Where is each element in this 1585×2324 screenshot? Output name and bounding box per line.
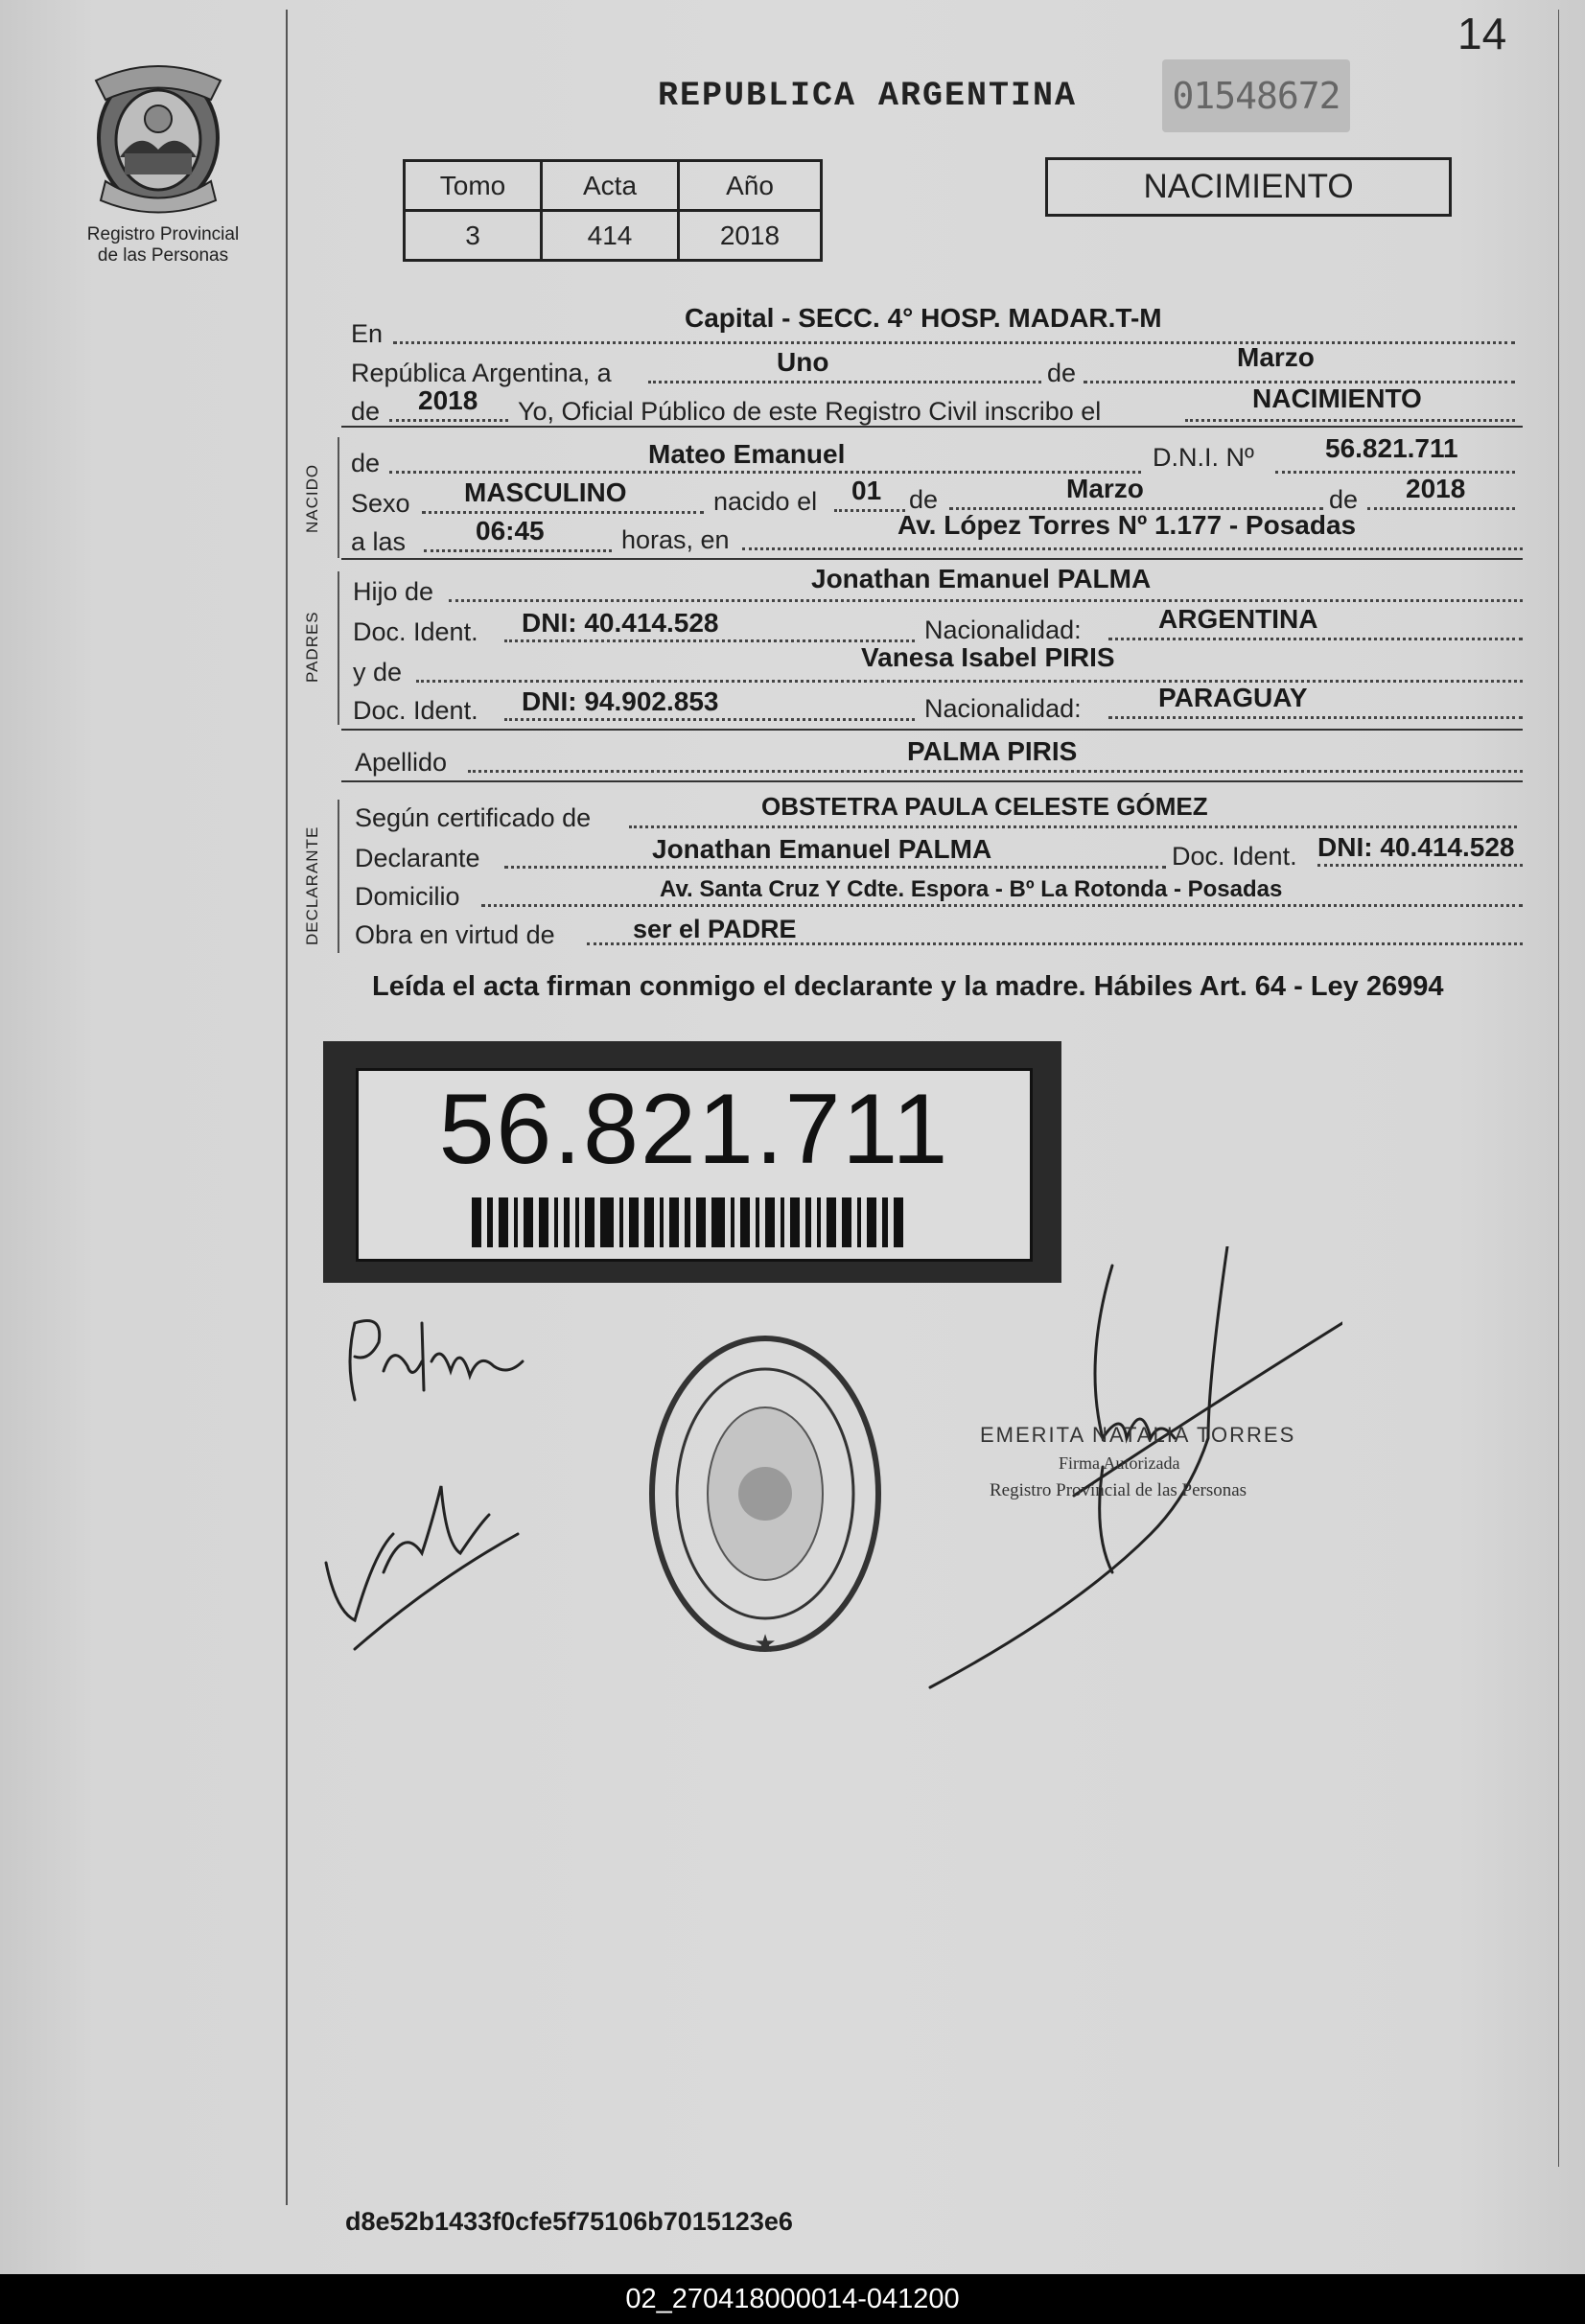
dotted-line — [742, 547, 1523, 550]
father-name: Jonathan Emanuel PALMA — [811, 564, 1152, 593]
dni-label: D.N.I. Nº — [1153, 443, 1254, 472]
mother-nat-label: Nacionalidad: — [924, 694, 1082, 723]
declarante-name: Jonathan Emanuel PALMA — [652, 834, 992, 864]
organization-name — [67, 224, 259, 267]
declarante-label: Declarante — [355, 844, 480, 872]
left-margin-line — [286, 10, 288, 2205]
official-name: EMERITA NATALIA TORRES — [980, 1423, 1296, 1447]
dotted-line — [504, 718, 915, 721]
nacido-section-label: NACIDO — [303, 463, 321, 533]
apellido-label: Apellido — [355, 748, 448, 777]
misiones-province-logo — [86, 61, 230, 215]
section-separator — [341, 558, 1523, 560]
birth-day: 01 — [851, 476, 882, 505]
dni-stamp-inner — [356, 1068, 1033, 1262]
padres-section-label: PADRES — [303, 611, 321, 683]
dotted-line — [389, 419, 508, 422]
declarante-section-label: DECLARANTE — [303, 825, 321, 945]
mother-doc: DNI: 94.902.853 — [522, 686, 719, 716]
dni-stamp-number: 56.821.711 — [438, 1074, 950, 1185]
obra-value: ser el PADRE — [633, 915, 797, 943]
domicilio-value: Av. Santa Cruz Y Cdte. Espora - Bº La Rotonda - Posadas — [660, 876, 1283, 902]
dotted-line — [468, 770, 1523, 773]
certificado-value: OBSTETRA PAULA CELESTE GÓMEZ — [761, 792, 1208, 821]
nacido-de-label-2: de — [909, 485, 939, 514]
dotted-line — [424, 549, 612, 552]
document-title: REPUBLICA ARGENTINA — [658, 77, 1078, 115]
dotted-line — [422, 511, 704, 514]
value-anio: 2018 — [679, 211, 822, 261]
dotted-line — [1275, 471, 1515, 474]
father-doc-label: Doc. Ident. — [353, 617, 478, 646]
record-table-header-row — [405, 161, 822, 211]
official-office: Registro Provincial de las Personas — [990, 1480, 1247, 1500]
republica-label: República Argentina, a — [351, 359, 612, 387]
a-las-label: a las — [351, 527, 407, 556]
serial-number: 01548672 — [1162, 59, 1350, 132]
domicilio-label: Domicilio — [355, 882, 460, 911]
record-table-value-row — [405, 211, 822, 261]
obra-label: Obra en virtud de — [355, 920, 555, 949]
section-separator — [341, 780, 1523, 782]
official-title: Firma Autorizada — [1059, 1453, 1180, 1473]
child-name: Mateo Emanuel — [648, 439, 846, 469]
father-doc: DNI: 40.414.528 — [522, 608, 719, 638]
dotted-line — [504, 866, 1166, 869]
header-anio: Año — [679, 161, 822, 211]
place-value: Capital - SECC. 4° HOSP. MADAR.T-M — [685, 303, 1162, 333]
sexo-label: Sexo — [351, 489, 410, 518]
dotted-line — [1108, 716, 1523, 719]
de2-label: de — [351, 397, 381, 426]
footer-filename: 02_270418000014-041200 — [0, 2274, 1585, 2324]
record-table — [403, 159, 823, 262]
y-de-label: y de — [353, 658, 403, 686]
page-number: 14 — [1457, 9, 1507, 58]
segun-label: Según certificado de — [355, 803, 592, 832]
official-seal — [641, 1321, 890, 1666]
birth-address: Av. López Torres Nº 1.177 - Posadas — [897, 510, 1357, 540]
day-word: Uno — [777, 347, 829, 377]
dotted-line — [504, 639, 915, 642]
dotted-line — [1108, 638, 1523, 640]
father-nat-label: Nacionalidad: — [924, 616, 1082, 644]
dotted-line — [416, 680, 1523, 683]
year-value: 2018 — [418, 385, 478, 415]
yo-label: Yo, Oficial Público de este Registro Civil inscribo el — [518, 397, 1102, 426]
father-nationality: ARGENTINA — [1158, 604, 1318, 634]
svg-text:★: ★ — [754, 1630, 777, 1659]
horas-label: horas, en — [621, 525, 730, 554]
birth-time: 06:45 — [476, 516, 545, 546]
dotted-line — [1317, 864, 1523, 867]
dotted-line — [629, 825, 1517, 828]
header-tomo: Tomo — [405, 161, 542, 211]
dotted-line — [393, 341, 1515, 344]
section-separator — [341, 729, 1523, 731]
nacido-el-label: nacido el — [713, 487, 818, 516]
dotted-line — [648, 381, 1041, 383]
dotted-line — [834, 509, 905, 512]
dotted-line — [449, 599, 1523, 602]
nacido-de-label: de — [351, 449, 381, 477]
apellido-value: PALMA PIRIS — [907, 736, 1078, 766]
hijo-de-label: Hijo de — [353, 577, 434, 606]
section-bracket — [338, 571, 339, 725]
nacido-de-label-3: de — [1329, 485, 1359, 514]
section-separator — [341, 426, 1523, 428]
mother-nationality: PARAGUAY — [1158, 683, 1308, 712]
en-label: En — [351, 319, 384, 348]
barcode — [472, 1197, 913, 1247]
mother-name: Vanesa Isabel PIRIS — [861, 642, 1115, 672]
event-value: NACIMIENTO — [1252, 383, 1422, 413]
dotted-line — [1367, 507, 1515, 510]
handwritten-signatures — [316, 1304, 566, 1668]
sexo-value: MASCULINO — [464, 477, 627, 507]
value-tomo: 3 — [405, 211, 542, 261]
document-hash: d8e52b1433f0cfe5f75106b7015123e6 — [345, 2207, 793, 2236]
organization-line-1: Registro Provincial — [86, 224, 240, 244]
header-acta: Acta — [542, 161, 679, 211]
record-type-box: NACIMIENTO — [1045, 157, 1452, 217]
dotted-line — [389, 471, 1141, 474]
dotted-line — [481, 904, 1523, 907]
mother-doc-label: Doc. Ident. — [353, 696, 478, 725]
signature-statement: Leída el acta firman conmigo el declarante y la madre. Hábiles Art. 64 - Ley 26994 — [372, 971, 1444, 1002]
birth-year: 2018 — [1406, 474, 1466, 503]
child-dni: 56.821.711 — [1325, 433, 1458, 463]
section-bracket — [338, 437, 339, 558]
de-label: de — [1047, 359, 1077, 387]
declarante-doc-label: Doc. Ident. — [1172, 842, 1297, 871]
organization-line-2: de las Personas — [97, 245, 229, 266]
birth-month: Marzo — [1066, 474, 1144, 503]
declarante-doc: DNI: 40.414.528 — [1317, 832, 1515, 862]
section-bracket — [338, 800, 339, 953]
dotted-line — [1185, 419, 1515, 422]
right-margin-line — [1558, 10, 1559, 2167]
value-acta: 414 — [542, 211, 679, 261]
month-value: Marzo — [1237, 342, 1315, 372]
